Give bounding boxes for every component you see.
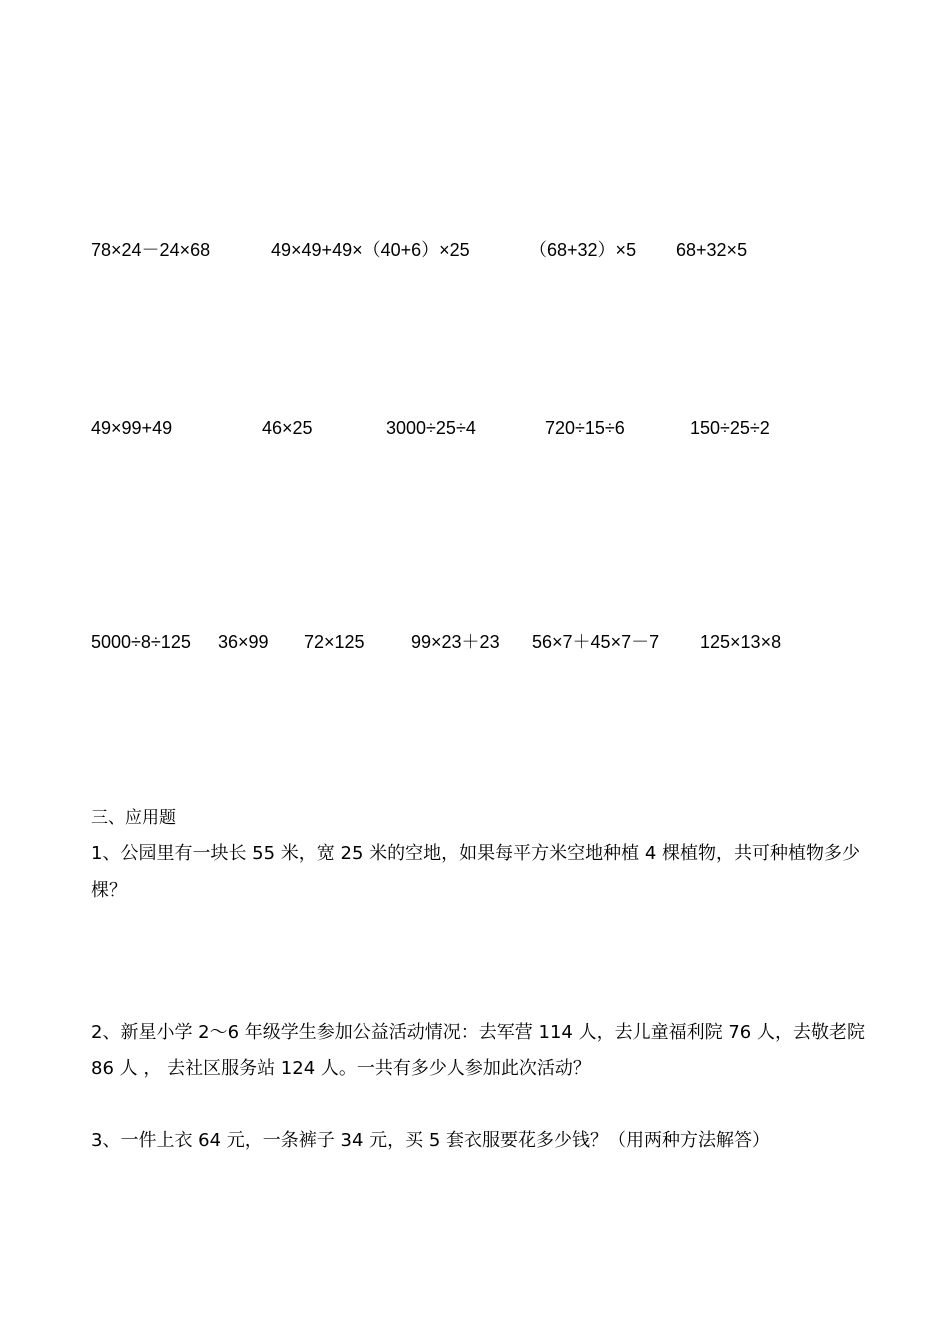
calc-expression: 5000÷8÷125 bbox=[91, 632, 191, 652]
section-title: 三、应用题 bbox=[91, 808, 176, 828]
problem-text: 86 人 ， 去社区服务站 124 人。一共有多少人参加此次活动？ bbox=[91, 1058, 591, 1079]
calc-expression: 3000÷25÷4 bbox=[386, 418, 476, 438]
calc-expression: 720÷15÷6 bbox=[545, 418, 625, 438]
calc-expression: 49×49+49×（40+6）×25 bbox=[271, 240, 470, 260]
problem-text: 棵？ bbox=[91, 880, 127, 901]
calc-expression: 78×24－24×68 bbox=[91, 240, 211, 260]
calc-expression: 99×23＋23 bbox=[411, 632, 500, 652]
calc-expression: 46×25 bbox=[262, 418, 313, 438]
calc-expression: 72×125 bbox=[304, 632, 365, 652]
problem-text: 1、公园里有一块长 55 米，宽 25 米的空地，如果每平方米空地种植 4 棵植物，共可种植物多少 bbox=[91, 843, 861, 864]
problem-text: 3、一件上衣 64 元，一条裤子 34 元，买 5 套衣服要花多少钱？（用两种方法解答） bbox=[91, 1130, 771, 1151]
calc-expression: 36×99 bbox=[218, 632, 269, 652]
calc-expression: 150÷25÷2 bbox=[690, 418, 770, 438]
calc-expression: （68+32）×5 bbox=[529, 240, 637, 260]
calc-expression: 56×7＋45×7－7 bbox=[532, 632, 660, 652]
calc-expression: 125×13×8 bbox=[700, 632, 782, 652]
calc-expression: 68+32×5 bbox=[676, 240, 748, 260]
calc-expression: 49×99+49 bbox=[91, 418, 173, 438]
problem-text: 2、新星小学 2～6 年级学生参加公益活动情况：去军营 114 人，去儿童福利院 76 人，去敬老院 bbox=[91, 1022, 865, 1043]
